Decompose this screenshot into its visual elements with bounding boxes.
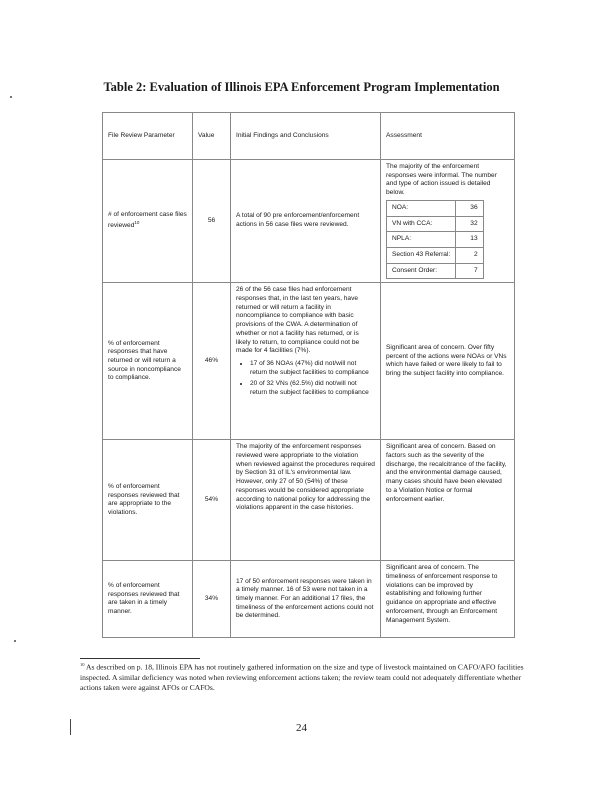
footnote-ref: 10 bbox=[134, 220, 140, 226]
value-cell: 54% bbox=[193, 440, 231, 561]
list-item: • 17 of 36 NOAs (47%) did not/will not return the subject facilities to compliance bbox=[250, 360, 375, 377]
parameter-cell: % of enforcement responses reviewed that are appropriate to the violations. bbox=[103, 440, 193, 561]
list-item bbox=[387, 200, 484, 216]
action-count-list bbox=[386, 200, 484, 280]
findings-cell: 17 of 50 enforcement responses were taken in a timely manner. 16 of 53 were not taken in a timely manner. For an additional 17 files, the timeliness of the enforcement actions could not be determined. bbox=[231, 561, 381, 638]
list-item bbox=[387, 263, 484, 279]
parameter-cell: % of enforcement responses that have returned or will return a source in noncompliance to compliance. bbox=[103, 283, 193, 440]
table-row bbox=[103, 160, 515, 283]
parameter-cell: % of enforcement responses reviewed that are taken in a timely manner. bbox=[103, 561, 193, 638]
footnote bbox=[80, 662, 530, 694]
evaluation-table bbox=[102, 112, 515, 638]
parameter-cell bbox=[103, 160, 193, 283]
list-item-count: 13 bbox=[456, 232, 483, 248]
findings-cell bbox=[231, 283, 381, 440]
list-item bbox=[387, 216, 484, 232]
list-item-count: 7 bbox=[456, 263, 483, 279]
table-row bbox=[103, 440, 515, 561]
findings-cell: A total of 90 pre enforcement/enforcement actions in 56 case files were reviewed. bbox=[231, 160, 381, 283]
list-item-label: NOA: bbox=[387, 200, 456, 216]
value-cell: 34% bbox=[193, 561, 231, 638]
table-row bbox=[103, 283, 515, 440]
assessment-cell: Significant area of concern. Over fifty percent of the actions were NOAs or VNs which have failed or were likely to fail to bring the subject facility into compliance. bbox=[381, 283, 515, 440]
assessment-cell: Significant area of concern. The timeliness of enforcement response to violations can be improved by establishing and following further guidance on appropriate and effective enforcement, through an Enforcement Management System. bbox=[381, 561, 515, 638]
header-value: Value bbox=[193, 113, 231, 160]
footnote-text: As described on p. 18, Illinois EPA has not routinely gathered information on the size and type of livestock maintained on CAFO/AFO facilities inspected. A similar deficiency was noted when reviewing enforcement actions taken; the review team could not adequately differentiate whether actions taken were against AFOs or CAFOs. bbox=[80, 662, 524, 693]
value-cell: 46% bbox=[193, 283, 231, 440]
page-number: 24 bbox=[296, 722, 307, 734]
list-item bbox=[387, 232, 484, 248]
header-assessment: Assessment bbox=[381, 113, 515, 160]
header-parameter: File Review Parameter bbox=[103, 113, 193, 160]
footnote-divider bbox=[80, 658, 200, 659]
list-item-count: 36 bbox=[456, 200, 483, 216]
findings-bullets bbox=[244, 360, 375, 398]
assessment-cell bbox=[381, 160, 515, 283]
findings-cell: The majority of the enforcement responses reviewed were appropriate to the violation when reviewed against the procedures required by Section 31 of IL's environmental law. However, only 27 of 50 (54%) of these responses would be considered appropriate according to national policy for addressing the violations apparent in the case histories. bbox=[231, 440, 381, 561]
findings-text: 26 of the 56 case files had enforcement responses that, in the last ten years, have returned or will return a facility in noncompliance to compliance with basic provisions of the CWA. A determination of whether or not a facility has returned, or is likely to return, to compliance could not be made for 4 facilities (7%). bbox=[236, 286, 360, 355]
list-item-label: NPLA: bbox=[387, 232, 456, 248]
assessment-cell: Significant area of concern. Based on factors such as the severity of the discharge, the recalcitrance of the facility, and the environmental damage caused, many cases should have been elevated to a Violation Notice or formal enforcement earlier. bbox=[381, 440, 515, 561]
list-item-count: 2 bbox=[456, 247, 483, 263]
footnote-number: 10 bbox=[80, 662, 85, 667]
scan-speck bbox=[10, 96, 12, 98]
list-item-label: VN with CCA: bbox=[387, 216, 456, 232]
scan-speck bbox=[14, 640, 16, 642]
list-item: • 20 of 32 VNs (62.5%) did not/will not return the subject facilities to compliance bbox=[250, 380, 375, 397]
assessment-intro: The majority of the enforcement responses were informal. The number and type of action issued is detailed below. bbox=[386, 163, 497, 197]
list-item bbox=[387, 247, 484, 263]
table-row bbox=[103, 561, 515, 638]
list-item-label: Consent Order: bbox=[387, 263, 456, 279]
table-title: Table 2: Evaluation of Illinois EPA Enforcement Program Implementation bbox=[103, 80, 500, 94]
list-item-count: 32 bbox=[456, 216, 483, 232]
list-item-label: Section 43 Referral: bbox=[387, 247, 456, 263]
parameter-text: # of enforcement case files reviewed bbox=[108, 211, 187, 230]
header-findings: Initial Findings and Conclusions bbox=[231, 113, 381, 160]
value-cell: 56 bbox=[193, 160, 231, 283]
table-header-row bbox=[103, 113, 515, 160]
